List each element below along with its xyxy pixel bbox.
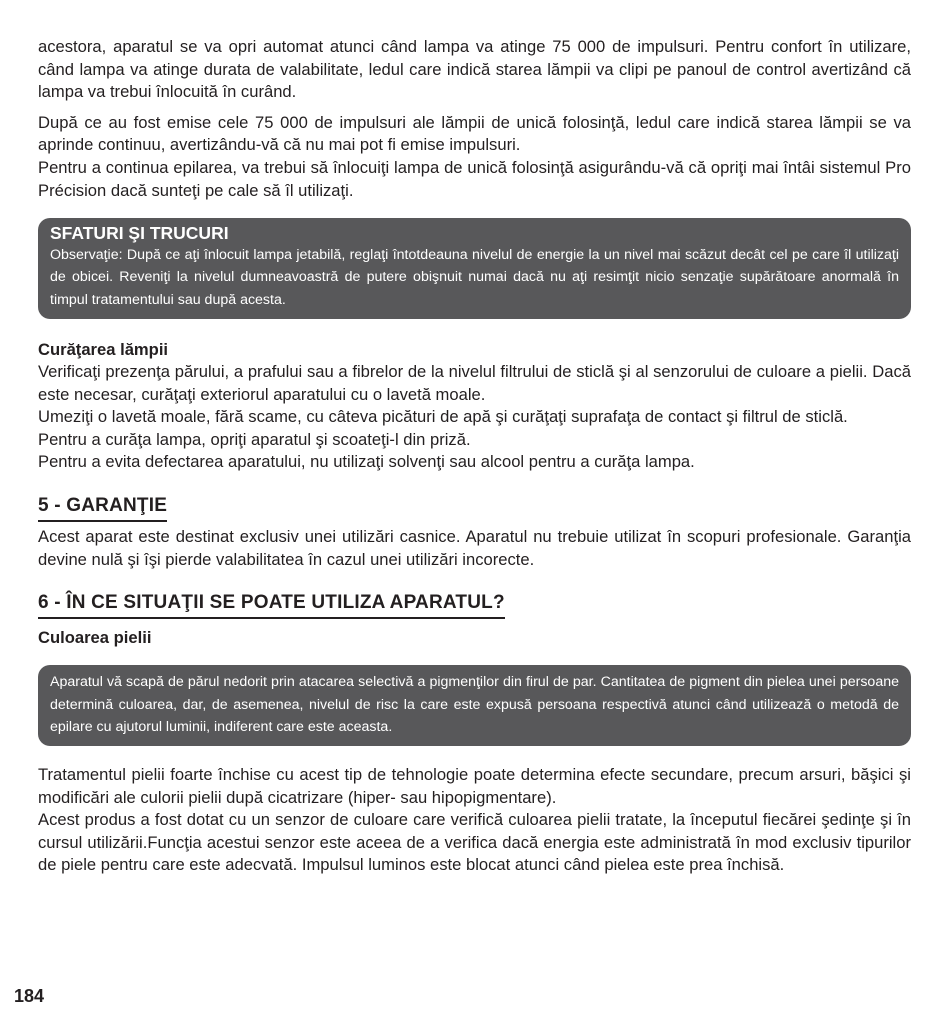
warranty-section [38, 494, 911, 571]
page-number: 184 [14, 986, 45, 1006]
sensor-paragraph: Acest produs a fost dotat cu un senzor de culoare care verifică culoarea pielii tratate, la începutul fiecărei şedinţe şi în cursul utilizării.Funcţia acestui senzor este aceea de a verifica dacă energia este administrată în mod exclusiv tipurilor de piele pentru care este adecvată. Impulsul luminos este blocat atunci când pielea este prea închisă. [38, 810, 911, 875]
warranty-text: Acest aparat este destinat exclusiv unei utilizări casnice. Aparatul nu trebuie utilizat în scopuri profesionale. Garanţia devine nulă şi îşi pierde valabilitatea în cazul unei utilizări incorecte. [38, 527, 911, 569]
cleaning-section [38, 339, 911, 474]
intro-paragraph-1: acestora, aparatul se va opri automat atunci când lampa va atinge 75 000 de impulsuri. Pentru confort în utilizare, când lampa va atinge durata de valabilitate, ledul care indică starea lămpii va clipi pe panoul de control avertizând că lampa va trebui înlocuită în curând. [38, 37, 911, 102]
cleaning-line-4: Pentru a evita defectarea aparatului, nu utilizaţi solvenţi sau alcool pentru a curăţa lampa. [38, 452, 695, 472]
cleaning-line-1: Verificaţi prezenţa părului, a prafului sau a fibrelor de la nivelul filtrului de sticlă şi al senzorului de culoare a pielii. Dacă este necesar, curăţaţi exteriorul aparatului cu o lavetă moale. [38, 362, 911, 404]
intro-paragraph-3: Pentru a continua epilarea, va trebui să înlocuiţi lampa de unică folosinţă asigurându-vă că opriţi mai întâi sistemul Pro Précision dacă sunteţi pe cale să îl utilizaţi. [38, 157, 911, 200]
cleaning-heading: Curăţarea lămpii [38, 340, 169, 360]
skin-color-heading: Culoarea pielii [38, 628, 152, 648]
cleaning-line-3: Pentru a curăţa lampa, opriţi aparatul şi scoateţi-l din priză. [38, 429, 471, 449]
tips-box [38, 218, 911, 319]
usage-section [38, 591, 911, 877]
cleaning-line-2: Umeziţi o lavetă moale, fără scame, cu câteva picături de apă şi curăţaţi suprafaţa de contact şi filtrul de sticlă. [38, 407, 848, 427]
intro-paragraph-2: După ce au fost emise cele 75 000 de impulsuri ale lămpii de unică folosinţă, ledul care indică starea lămpii se va aprinde continuu, avertizându-vă că nu mai pot fi emise impulsuri. [38, 112, 911, 155]
manual-page [38, 36, 911, 877]
treatment-paragraph: Tratamentul pielii foarte închise cu acest tip de tehnologie poate determina efecte secundare, precum arsuri, băşici şi modificări ale culorii pielii după cicatrizare (hiper- sau hipopigmentare). [38, 765, 911, 807]
warranty-heading: 5 - GARANŢIE [38, 494, 167, 522]
skin-color-box-text: Aparatul vă scapă de părul nedorit prin atacarea selectivă a pigmenţilor din firul de par. Cantitatea de pigment din pielea unei persoane determină culoarea, dar, de asemenea, nivelul de risc la care este expusă persoana respectivă atunci când utilizează o metodă de epilare cu ajutorul luminii, indiferent care este aceasta. [50, 674, 899, 735]
usage-heading: 6 - ÎN CE SITUAŢII SE POATE UTILIZA APARATUL? [38, 591, 505, 619]
skin-color-box [38, 665, 911, 746]
tips-box-text: Observaţie: După ce aţi înlocuit lampa jetabilă, reglaţi întotdeauna nivelul de energie la un nivel mai scăzut decât cel pe care îl utilizaţi de obicei. Reveniţi la nivelul dumneavoastră de putere obişnuit numai dacă nu aţi resimţit nicio senzaţie supărătoare anormală în timpul tratamentului sau după acesta. [50, 247, 899, 308]
tips-box-title: SFATURI ŞI TRUCURI [50, 223, 229, 244]
